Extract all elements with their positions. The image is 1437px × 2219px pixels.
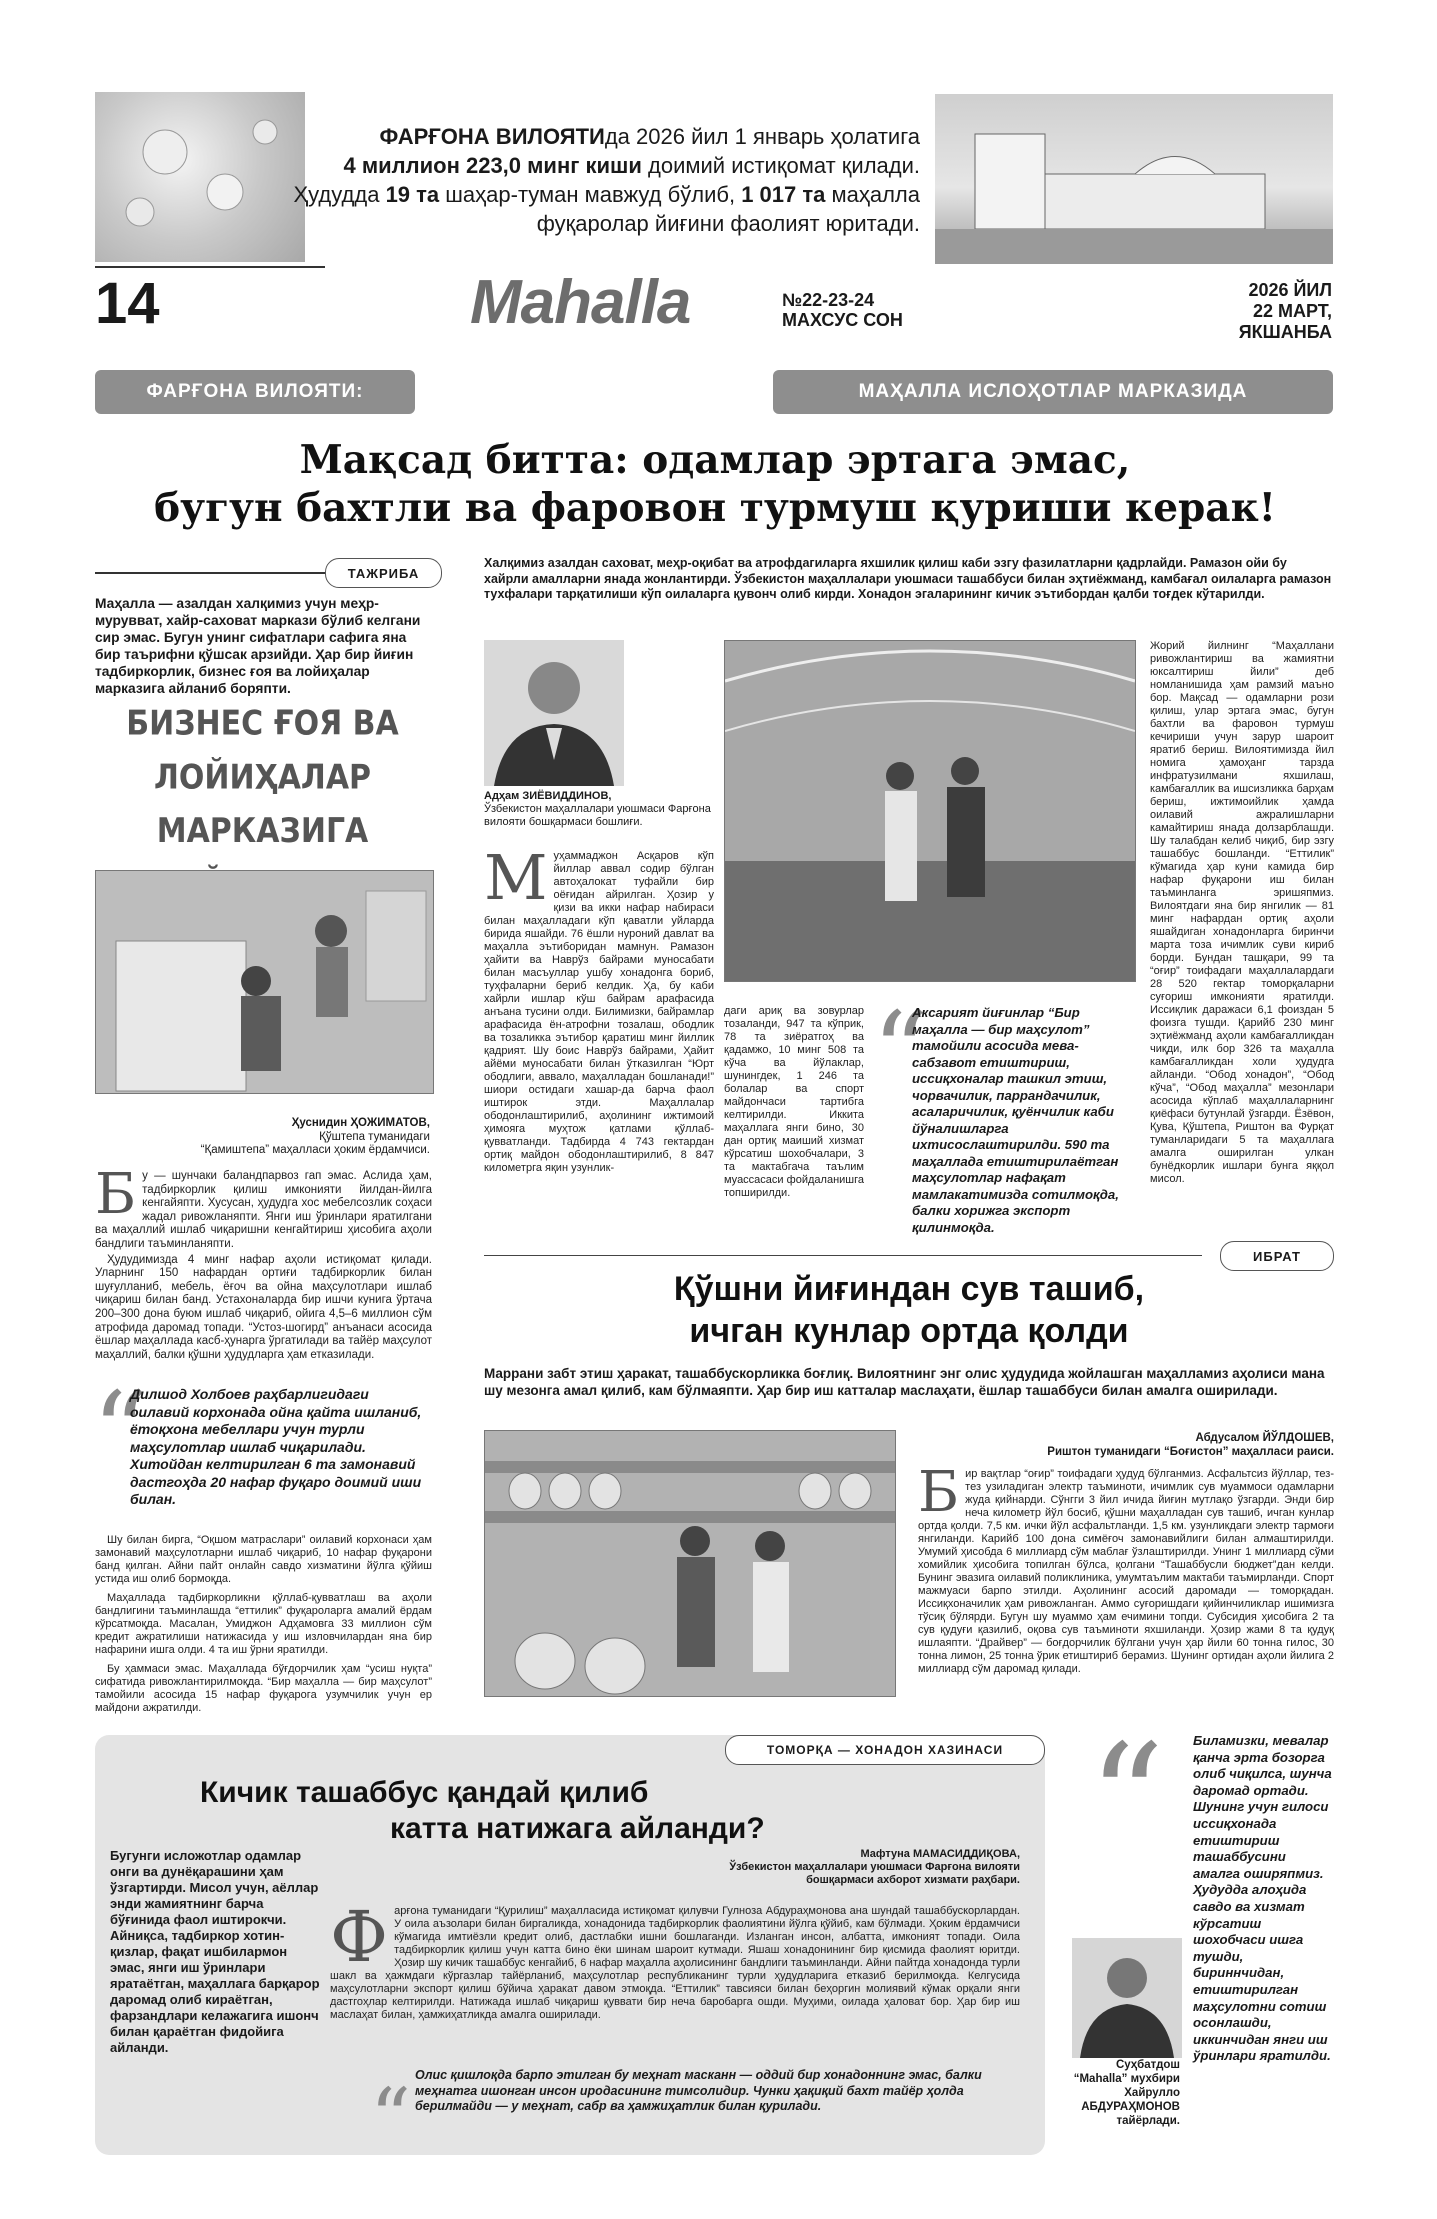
section-band-right: МАҲАЛЛА ИСЛОҲОТЛАР МАРКАЗИДА	[773, 370, 1333, 414]
portrait-caption	[484, 790, 714, 829]
banner-districts: 19 та	[385, 182, 440, 207]
ibrat-headline	[484, 1268, 1334, 1352]
bottom-author	[560, 1848, 1020, 1887]
quote-icon: “	[370, 2071, 411, 2164]
interview-credit-4: АБДУРАҲМОНОВ	[1081, 2101, 1180, 2113]
main-headline-line2: бугун бахтли ва фаровон турмуш қуриши керак!	[154, 485, 1276, 531]
interview-credit-1: Суҳбатдош	[1116, 2059, 1180, 2071]
ibrat-author-title: Риштон туманидаги “Боғистон” маҳалласи раиси.	[1047, 1445, 1334, 1458]
ibrat-dropcap: Б	[918, 1460, 960, 1525]
bottom-quote: Олис қишлоқда барпо этилган бу меҳнат масканн — оддий бир хонадоннинг эмас, балки меҳнатга ишонган инсон иродасининг тимсолидир. Чунки ҳақиқий бахт тайёр ҳолда берилмайди — у меҳнат, сабр ва ҳамжиҳатлик билан қурилади.	[415, 2068, 982, 2113]
ibrat-author-name: Абдусалом ЙЎЛДОШЕВ,	[1195, 1432, 1334, 1444]
bottom-author-title-1: Ўзбекистон маҳаллалари уюшмаси Фарғона вилояти	[729, 1861, 1020, 1873]
left-headline-1: БИЗНЕС ҒОЯ ВА	[126, 704, 399, 744]
ibrat-body	[918, 1460, 1334, 1676]
left-author	[95, 1117, 430, 1158]
workshop-photo	[95, 870, 434, 1094]
banner-line3a: Ҳудудда	[293, 182, 386, 207]
center-col-3: Жорий йилнинг “Маҳаллани ривожлантириш ва жамиятни юксалтириш йили” деб номланишида ҳам рамзий маъно бор. Мақсад — одамларни рози қилиш, улар эртага эмас, бугун бахтли ва фаровон турмуш кечириши учун зарур шароит яратиб бериш. Вилоятимизда йил номига ҳамоҳанг тарзда инфратузилмани яхшилаш, камбағаллик ва ишсизликка барҳам бериш, ижтимоийлик ҳамда оилавий ажралишларни камайтириш янада долзарблашди. Шу талабдан келиб чиқиб, бир эзгу ташаббус бошланди. “Еттилик” кўмагида ҳар куни камида бир нафар фуқарони иш билан таъминланга эришяпмиз. Вилоятдаги яна бир янгилик — 81 минг нафардан ортиқ аҳоли яшайдиган хонадонларга биринчи марта тоза ичимлик суви кириб борди. Бундан ташқари, 99 та “оғир” тоифадаги маҳаллалардаги 28 520 гектар томорқаларни суғориш имконияти яратилди. Иссиқлик даражаси 6,1 фоиздан 5 фоизга тушди. Қарийб 230 минг эҳтиёжманд аҳоли камбағалликдан чиқди, илк бор 326 та маҳалла камбағалликдан холи ҳудудга айланди. “Обод хонадон”, “Обод кўча”, “Обод маҳалла” мезонлари асосида кўплаб маҳаллаларнинг қиёфаси бутунлай ўзгарди. Ёзёвон, Қува, Қўштепа, Риштон ва Фурқат туманларидаги 5 та маҳаллага амалга оширилган улкан бунёдкорлик ишлари бунга яққол мисол.	[1150, 640, 1334, 1185]
date-block	[1200, 280, 1332, 343]
left-author-title-1: Қўштепа туманидаги	[319, 1130, 430, 1143]
issue-type: МАХСУС СОН	[782, 310, 903, 330]
ibrat-headline-2: ичган кунлар ортда қолди	[689, 1312, 1129, 1350]
page-number: 14	[95, 271, 160, 336]
left-body-1	[95, 1162, 432, 1368]
left-para-1: у — шунчаки баландпарвоз гап эмас. Аслида ҳам, тадбиркорлик қилиш имконияти йилдан-йилга кенгайяпти. Хусусан, ҳудудга хос мебелсозлик соҳаси жадал ривожланяпти. Янги иш ўринлари яратилгани ва маҳаллий ишлаб чиқаришни кенгайтириш ҳисобига аҳоли бандлиги таъминланяпти.	[95, 1170, 432, 1250]
left-para-2: Ҳудудимизда 4 минг нафар аҳоли истиқомат қилади. Уларнинг 150 нафардан ортиғи тадбиркорлик билан шуғулланиб, мебель, ёғоч ва ойна маҳсулотлари ишлаб чиқариш билан банд. Устахоналарда бир ишчи кунига ўртача 200–300 дона буюм ишлаб чиқариб, ойига 4,5–6 миллион сўм атрофида даромад топади. “Устоз-шогирд” анъанаси асосида ёшлар маҳаллада касб-ҳунарга ўргатилади ва тайёр маҳсулот маҳаллий, балки қўшни ҳудудларга ҳам етказилади.	[95, 1253, 432, 1361]
portrait-icon	[1072, 1938, 1182, 2058]
banner-line2: доимий истиқомат қилади.	[641, 153, 920, 178]
tag-tajriba: ТАЖРИБА	[325, 558, 442, 588]
bottom-body-text: арғона туманидаги “Қурилиш” маҳалласида истиқомат қилувчи Гулноза Абдураҳмонова ана шундай ташаббускорлардан. У оила аъзолари билан биргаликда, хонадонида тадбиркорлик фаолиятини йўлга қўйиб, кам бўлмади. Ҳоким ёрдамчиси кўмагида имтиёзли кредит олиб, дастлабки ишни бошлаганди. Изланган инсон, албатта, имконият топади. Оила тадбиркорлик қилиш учун катта бино ёки шинам шароит кутмади. Яшаш хонадонининг бир қисмида фаолият юритди. Ҳозир шу кичик ташаббус кенгайиб, 6 нафар маҳалла аҳолисининг бандлиги таъминланди. Айни пайтда хонадонда турли шакл ва ҳажмдаги кўргазлар тайёрланиб, маҳсулотлар республиканинг турли ҳудудларига етказиб берилмоқда. Келгусида маҳсулотларни экспорт қилиш бўйича ҳаракат давом этмоқда. “Еттилик” тавсияси билан беҳоргин молиявий кўмак орқали янги дастгоҳлар келтирилди. Натижада ишлаб чиқариш қуввати бир неча баробарга ошди. Муҳими, оилада ҳаловат бор. Ҳар бир иш маслаҳат билан, ҳамжиҳатликда амалга оширилади.	[330, 1905, 1020, 2021]
main-headline	[95, 436, 1335, 532]
pottery-photo	[484, 1430, 896, 1697]
issue-number: №22-23-24	[782, 290, 875, 310]
quote-icon: “	[872, 988, 929, 1116]
bottom-body	[330, 1896, 1020, 2022]
quote-icon: “	[1088, 1713, 1165, 1887]
interview-credit-3: Хайрулло	[1124, 2087, 1180, 2099]
center-dropcap: М	[484, 841, 548, 914]
bottom-headline	[140, 1775, 1000, 1847]
banner-mahallas: 1 017 та	[741, 182, 826, 207]
ibrat-body-text: ир вақтлар “оғир” тоифадаги ҳудуд бўлганмиз. Асфальтсиз йўллар, тез-тез узиладиган электр таъминоти, ичимлик сув муаммоси одамларни жуда қийнарди. Сўнгги 3 йил ичида йиғин мутлақо ўзгарди. Энди бир неча километр йўл босиб, қўшни маҳалладан сув ташиб, ичган кунлар ортда қолди. 7,5 км. ички йўл асфальтланди. 1,5 км. узунликдаги электр тармоғи янгиланди. Карийб 100 дона симёғоч замонавийлиги билан алмаштирилди. Умумий ҳисобда 6 миллиард сўм маблағ ўзлаштирилди. Унинг 1 миллиард сўми хомийлик ҳисобига топилган бўлса, қолгани “Ташаббусли бюджет”дан келди. Бунинг эвазига оилавий поликлиника, умумтаълим мактаби таъмирланди. Спорт мажмуаси барпо этилди. Аҳолининг асосий даромади — томорқадан. Иссиқхоначилик ҳам ривожланган. Аммо суғоришдаги қийинчиликлар ишимизга тўсиқ бўлярди. Бугун шу муаммо ҳам ечимини топди. Субсидия ҳисобига 2 та сув қудуғи қазилиб, оқова сув таъминоти яхшиланди. Ҳозир жами 8 та қудуқ ишлаяпти. “Драйвер” — боғдорчилик бўлгани учун ҳар йили 60 тонна гилос, 30 тонна лимон, 25 тонна ўрик етиштириб берамиз. Шунинг ортидан аҳоли йилига 2 миллиард сўм даромад қилади.	[918, 1468, 1334, 1675]
left-author-name: Ҳуснидин ҲОЖИМАТОВ,	[291, 1117, 430, 1129]
left-para-5: Бу ҳаммаси эмас. Маҳаллада бўғдорчилик ҳам “усиш нуқта” сифатида ривожлантирилмоқда. “Бир маҳалла — бир маҳсулот” тамойили асосида 15 нафар фуқарога узумчилик учун ер майдони ажратилди.	[95, 1663, 432, 1714]
banner-line3e: маҳалла	[825, 182, 920, 207]
issue-info	[782, 290, 903, 330]
tag-tomorqa: ТОМОРҚА — ХОНАДОН ХАЗИНАСИ	[725, 1735, 1045, 1765]
greenhouse-photo	[724, 640, 1136, 982]
ibrat-author	[900, 1432, 1334, 1459]
portrait-caption-1: Адҳам ЗИЁВИДДИНОВ,	[484, 790, 612, 802]
bottom-headline-2: катта натижага айланди?	[390, 1812, 765, 1845]
interview-credit	[1050, 2058, 1180, 2128]
portrait-caption-2: Ўзбекистон маҳаллалари уюшмаси Фарғона вилояти бошқармаси бошлиғи.	[484, 803, 711, 828]
center-col-1	[484, 841, 714, 1175]
portrait-icon	[484, 640, 624, 786]
banner-text	[270, 122, 920, 238]
interview-credit-2: “Mahalla” мухбири	[1073, 2073, 1180, 2085]
bottom-lead: Бугунги исложотлар одамлар онги ва дунёқарашини ҳам ўзгартирди. Мисол учун, аёллар энди жамиятнинг барча бўғинида фаол иштирокчи. Айниқса, тадбиркор хотин-қизлар, фақат ишбилармон эмас, янги иш ўринлари яратаётган, маҳаллага барқарор даромад олиб кираётган, фарзандлари келажагига ишонч билан қараётган фидойига айланди.	[110, 1848, 320, 2055]
bottom-author-name: Мафтуна МАМАСИДДИҚОВА,	[860, 1848, 1020, 1860]
section-band-left: ФАРҒОНА ВИЛОЯТИ:	[95, 370, 415, 414]
ibrat-headline-1: Қўшни йиғиндан сув ташиб,	[673, 1270, 1145, 1308]
center-quote: Аксарият йиғинлар “Бир маҳалла — бир маҳсулот” тамойили асосида мева-сабзавот етиштириш, иссиқхоналар ташкил этиш, чорвачилик, паррандачилик, асаларичилик, қуёнчилик каби йўналишларга ихтисослаштирилди. 590 та маҳаллада етиштирилаётган маҳсулотлар нафақат мамлакатимизда сотилмоқда, балки хорижга экспорт қилинмоқда.	[912, 1005, 1119, 1235]
bottom-headline-1: Кичик ташаббус қандай қилиб	[200, 1776, 649, 1809]
center-lead: Халқимиз азалдан саховат, меҳр-оқибат ва атрофдагиларга яхшилик қилиш каби эзгу фазилатларни қадрлайди. Рамазон ойи бу хайрли амалларни янада жонлантирди. Ўзбекистон маҳаллалари уюшмаси ташаббуси билан эҳтиёжманд, камбағал оилаларга рамазон тухфалари тарқатилиши кўп оилаларга қувонч олиб кирди. Хонадон эгаларининг кичик эътибордан қалби тоғдек кўтарилди.	[484, 556, 1332, 601]
center-col1-text: уҳаммаджон Асқаров кўп йиллар аввал содир бўлган автоҳалокат туфайли бир оёғидан айрилган. Ҳозир у қизи ва икки нафар набираси билан маҳалладаги кўп қаватли уйларда бирида яшайди. 76 ёшли нуроний давлат ва маҳалла эътиборидан мамнун. Рамазон ҳайити ва Наврўз байрами муносабати билан масъуллар ушбу хонадонга бориб, туҳфаларни бериб келдик. Ҳа, бу каби хайрли ишлар кўш байрам арафасида анъана тусини олди. Билимизки, байрамлар арафасида ён-атрофни тозалаш, ободлик ва тозаликка эътибор қаратиш минг йиллик қадрият. Шу боис Наврўз байрами, Ҳайит айёми муносабати билан ўтказилган “Юрт ободлиги, аввало, маҳалладан бошланади!” шиори остидаги хашар-да барча фаол иштирок этди. Маҳаллалар ободонлаштирилиб, аҳолининг ижтимоий ҳимояга муҳтож қатлами қўллаб-қувватланди. Тадбирда 4 743 гектардан ортиқ майдон ободонлаштирилиб, 8 847 километрга яқин узунлик-	[484, 850, 714, 1174]
left-body-2	[95, 1534, 432, 1721]
portrait-photo	[484, 640, 624, 786]
weekday: ЯКШАНБА	[1238, 322, 1332, 342]
building-photo	[935, 94, 1333, 264]
date: 22 МАРТ,	[1253, 301, 1332, 321]
banner-population: 4 миллион 223,0 минг киши	[343, 153, 642, 178]
left-para-3: Шу билан бирга, “Оқшом матраслари” оилавий корхонаси ҳам замонавий маҳсулотларни ишлаб чиқариб, 10 нафар фуқарони банд қилган. Айни пайт онлайн савдо хизматини йўлга қўйиш устида иш олиб бормоқда.	[95, 1534, 432, 1585]
left-tag-rule	[95, 572, 325, 574]
building-icon	[935, 94, 1333, 264]
banner-region: ФАРҒОНА ВИЛОЯТИ	[379, 124, 605, 149]
tag-ibrat: ИБРАТ	[1220, 1241, 1334, 1271]
banner-line4: фуқаролар йиғини фаолият юритади.	[536, 211, 920, 236]
left-headline-2: ЛОЙИҲАЛАР МАРКАЗИГА	[153, 758, 372, 852]
left-quote: Дилшод Холбоев раҳбарлигидаги оилавий корхонада ойна қайта ишланиб, ётоқхона мебеллари учун турли маҳсулотлар ишлаб чиқарилади. Хитойдан келтирилган 6 та замонавий дастгоҳда 20 нафар фуқаро доимий иши билан.	[130, 1386, 422, 1507]
main-headline-line1: Мақсад битта: одамлар эртага эмас,	[299, 437, 1131, 483]
ibrat-lead: Маррани забт этиш ҳаракат, ташаббускорликка боғлиқ. Вилоятнинг энг олис ҳудудида жойлашган маҳалламиз аҳолиси мана шу мезонга амал қилиб, кам бўлмаяпти. Ҳар бир иш катталар маслаҳати, ёшлар ташаббуси билан амалга оширилади.	[484, 1366, 1325, 1398]
quote-icon: “	[92, 1368, 149, 1496]
left-para-4: Маҳаллада тадбиркорликни қўллаб-қувватлаш ва аҳоли бандлигини таъминлашда “еттилик” фуқароларга амалий ёрдам кўрсатмоқда. Масалан, Умиджон Адҳамовга 33 миллион сўм кредит ажратилиши натижасида у иш изловчилардан яна бир нафарини ишга олди. 4 та иш ўрни яратилди.	[95, 1592, 432, 1656]
banner-line3c: шаҳар-туман мавжуд бўлиб,	[439, 182, 742, 207]
ibrat-rule	[484, 1255, 1202, 1256]
left-lead: Маҳалла — азалдан халқимиз учун меҳр-мурувват, хайр-саховат маркази бўлиб келгани сир эмас. Бугун унинг сифатлари сафига яна бир таърифни қўшсак арзийди. Ҳар бир йиғин тадбиркорлик, бизнес ғоя ва лойиҳалар марказига айланиб боряпти.	[95, 596, 421, 696]
center-col-2: даги ариқ ва зовурлар тозаланди, 947 та кўприк, 78 та зиёратгоҳ ва қадамжо, 10 минг 508 та кўча ва йўлаклар, шунингдек, 1 246 та болалар ва спорт майдончаси тартибга келтирилди. Иккита маҳаллага янги бино, 30 дан ортиқ маиший хизмат кўрсатиш шохобчалари, 3 та мактабгача таълим муассасаси фойдаланишга топширилди.	[724, 1005, 864, 1199]
interview-credit-5: тайёрлади.	[1116, 2115, 1180, 2127]
interviewer-photo	[1072, 1938, 1182, 2058]
bottom-dropcap: Ф	[330, 1896, 389, 1978]
left-author-title-2: “Қамиштепа” маҳалласи ҳоким ёрдамчиси.	[200, 1144, 430, 1156]
left-dropcap: Б	[95, 1162, 137, 1227]
banner-rule	[95, 266, 325, 268]
year: 2026 ЙИЛ	[1248, 280, 1332, 300]
bottom-author-title-2: бошқармаси ахборот хизмати раҳбари.	[806, 1874, 1020, 1886]
banner-line1: да 2026 йил 1 январь ҳолатига	[604, 124, 920, 149]
masthead-logo: Mahalla	[470, 268, 691, 337]
sidebar-quote: Биламизки, мевалар қанча эрта бозорга олиб чиқилса, шунча даромад ортади. Шунинг учун гилоси иссиқхонада етиштириш ташаббусини амалга оширяпмиз. Ҳудудда алоҳида савдо ва хизмат кўрсатиш шохобчаси ишга тушди, бириннчидан, етиштирилган маҳсулотни сотиш осонлашди, иккинчидан янги иш ўринлари яратилди.	[1193, 1733, 1332, 2064]
